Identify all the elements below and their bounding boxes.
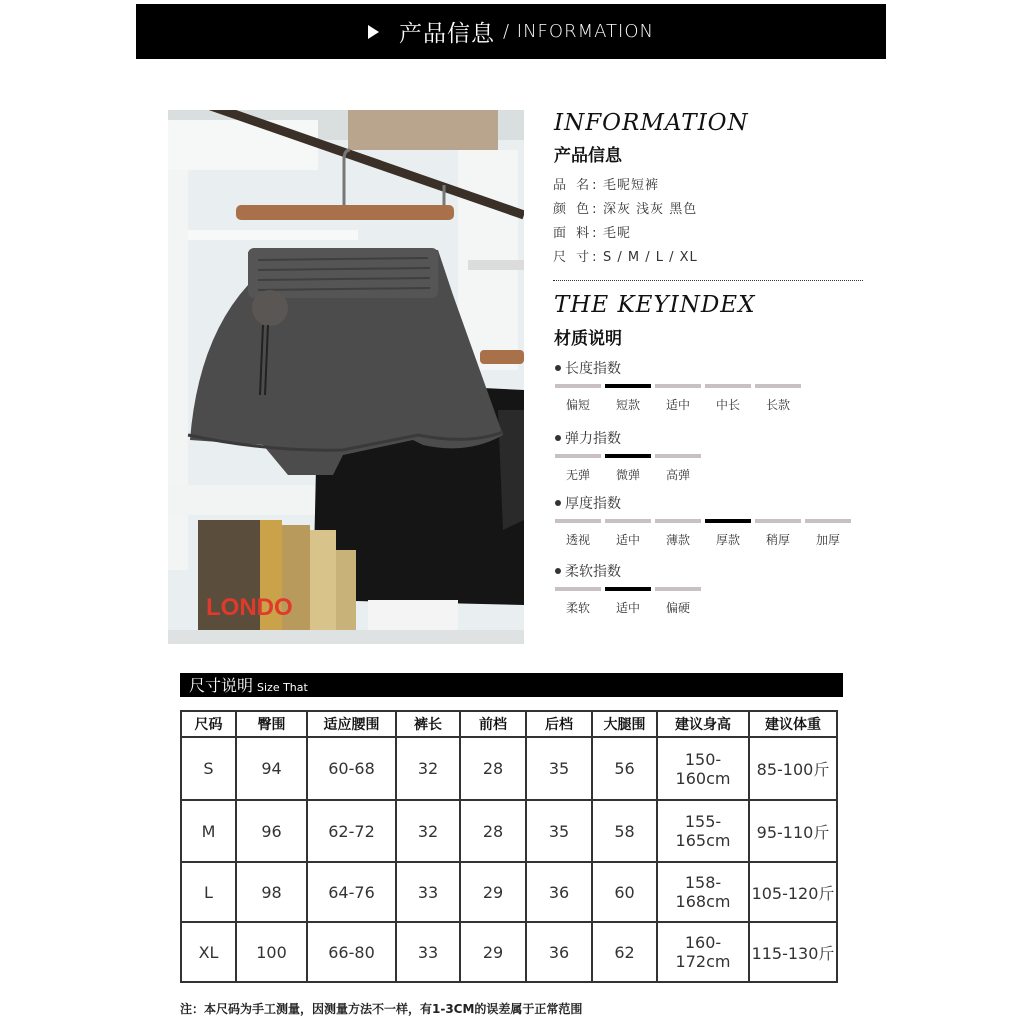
index-scale: [555, 587, 701, 616]
column-header: 后档: [526, 711, 592, 737]
scale-segment: [655, 454, 701, 483]
scale-segment: [555, 454, 601, 483]
table-header-row: [181, 711, 837, 737]
header-banner: [136, 4, 886, 59]
size-title-cn: 尺寸说明: [189, 676, 254, 695]
bullet-dot-icon: [555, 568, 561, 574]
column-header: 大腿围: [592, 711, 657, 737]
scale-label: 偏硬: [665, 601, 690, 615]
scale-label: 高弹: [665, 468, 690, 482]
scale-bar: [655, 454, 701, 458]
column-header: 臀围: [236, 711, 307, 737]
index-scale: [555, 384, 801, 413]
table-row: [181, 800, 837, 862]
table-cell: 98: [236, 862, 307, 922]
scale-bar: [605, 454, 651, 458]
bullet-dot-icon: [555, 365, 561, 371]
scale-bar: [705, 384, 751, 388]
scale-label: 柔软: [565, 601, 590, 615]
scale-label: 厚款: [715, 533, 740, 547]
size-section-bar: [180, 673, 843, 697]
scale-bar: [555, 454, 601, 458]
index-title: 柔软指数: [565, 564, 621, 580]
index-scale: [555, 454, 701, 483]
scale-bar: [605, 519, 651, 523]
table-cell: 33: [396, 862, 460, 922]
table-cell: 64-76: [307, 862, 396, 922]
scale-segment: [705, 519, 751, 548]
scale-segment: [655, 519, 701, 548]
scale-label: 薄款: [665, 533, 690, 547]
scale-label: 加厚: [815, 533, 840, 547]
scale-segment: [555, 587, 601, 616]
table-cell: 32: [396, 737, 460, 800]
bullet-dot-icon: [555, 435, 561, 441]
scale-segment: [555, 519, 601, 548]
table-cell: 29: [460, 862, 526, 922]
scale-segment: [605, 384, 651, 413]
scale-label: 长款: [765, 398, 790, 412]
table-cell: 66-80: [307, 922, 396, 982]
table-cell: 105-120斤: [749, 862, 837, 922]
scale-bar: [555, 519, 601, 523]
scale-bar: [705, 519, 751, 523]
index-group-softness: [555, 561, 701, 616]
table-cell: 28: [460, 737, 526, 800]
index-scale: [555, 519, 851, 548]
size-table: [180, 710, 838, 983]
table-cell: S: [181, 737, 236, 800]
scale-segment: [655, 384, 701, 413]
table-cell: 35: [526, 737, 592, 800]
table-cell: 155-165cm: [657, 800, 749, 862]
scale-segment: [605, 519, 651, 548]
scale-bar: [655, 519, 701, 523]
play-triangle-icon: [368, 25, 379, 39]
banner-title-cn: 产品信息: [399, 21, 495, 47]
table-cell: 36: [526, 922, 592, 982]
table-cell: 60: [592, 862, 657, 922]
table-cell: L: [181, 862, 236, 922]
table-cell: 94: [236, 737, 307, 800]
table-cell: 35: [526, 800, 592, 862]
book-cover-text: LONDO: [206, 594, 293, 621]
scale-bar: [755, 384, 801, 388]
info-row-color: 颜 色: 深灰 浅灰 黑色: [553, 202, 698, 217]
scale-label: 适中: [665, 398, 690, 412]
keyindex-heading-en: THE KEYINDEX: [554, 292, 756, 318]
table-cell: 29: [460, 922, 526, 982]
info-row-fabric: 面 料: 毛呢: [553, 226, 632, 241]
scale-segment: [805, 519, 851, 548]
index-group-elasticity: [555, 428, 701, 483]
table-row: [181, 862, 837, 922]
banner-title-en: / INFORMATION: [503, 21, 654, 42]
table-cell: 32: [396, 800, 460, 862]
table-cell: 85-100斤: [749, 737, 837, 800]
scale-segment: [605, 587, 651, 616]
scale-label: 适中: [615, 601, 640, 615]
scale-bar: [805, 519, 851, 523]
info-heading-en: INFORMATION: [554, 110, 749, 136]
table-cell: 60-68: [307, 737, 396, 800]
product-photo: [168, 110, 524, 644]
column-header: 建议身高: [657, 711, 749, 737]
column-header: 尺码: [181, 711, 236, 737]
scale-bar: [605, 384, 651, 388]
column-header: 建议体重: [749, 711, 837, 737]
index-title: 厚度指数: [565, 496, 621, 512]
scale-label: 透视: [565, 533, 590, 547]
scale-segment: [755, 519, 801, 548]
table-cell: 100: [236, 922, 307, 982]
scale-bar: [755, 519, 801, 523]
scale-label: 短款: [615, 398, 640, 412]
scale-label: 中长: [715, 398, 740, 412]
size-title-en: Size That: [257, 681, 308, 694]
table-cell: 150-160cm: [657, 737, 749, 800]
scale-label: 稍厚: [765, 533, 790, 547]
table-cell: 95-110斤: [749, 800, 837, 862]
index-group-length: [555, 358, 801, 413]
size-note: 注：本尺码为手工测量，因测量方法不一样，有1-3CM的误差属于正常范围: [180, 1002, 583, 1016]
table-cell: 36: [526, 862, 592, 922]
table-cell: 160-172cm: [657, 922, 749, 982]
scale-bar: [605, 587, 651, 591]
table-cell: XL: [181, 922, 236, 982]
scale-bar: [655, 587, 701, 591]
keyindex-heading-cn: 材质说明: [554, 329, 622, 349]
scale-label: 适中: [615, 533, 640, 547]
table-cell: 62-72: [307, 800, 396, 862]
column-header: 适应腰围: [307, 711, 396, 737]
table-cell: 96: [236, 800, 307, 862]
table-row: [181, 922, 837, 982]
scale-label: 偏短: [565, 398, 590, 412]
scale-bar: [555, 384, 601, 388]
table-cell: 33: [396, 922, 460, 982]
index-group-thickness: [555, 493, 851, 548]
bullet-dot-icon: [555, 500, 561, 506]
scale-label: 无弹: [565, 468, 590, 482]
table-cell: 158-168cm: [657, 862, 749, 922]
scale-segment: [655, 587, 701, 616]
index-title: 长度指数: [565, 361, 621, 377]
column-header: 裤长: [396, 711, 460, 737]
scale-bar: [555, 587, 601, 591]
scale-segment: [555, 384, 601, 413]
info-row-name: 品 名: 毛呢短裤: [553, 178, 660, 193]
table-row: [181, 737, 837, 800]
table-cell: 56: [592, 737, 657, 800]
scale-bar: [655, 384, 701, 388]
table-cell: 115-130斤: [749, 922, 837, 982]
scale-label: 微弹: [615, 468, 640, 482]
column-header: 前档: [460, 711, 526, 737]
scale-segment: [755, 384, 801, 413]
info-heading-cn: 产品信息: [554, 146, 622, 166]
table-cell: 58: [592, 800, 657, 862]
scale-segment: [705, 384, 751, 413]
table-cell: 62: [592, 922, 657, 982]
table-cell: M: [181, 800, 236, 862]
index-title: 弹力指数: [565, 431, 621, 447]
scale-segment: [605, 454, 651, 483]
info-row-size: 尺 寸: S / M / L / XL: [553, 250, 698, 265]
dotted-divider: [553, 280, 863, 281]
table-cell: 28: [460, 800, 526, 862]
